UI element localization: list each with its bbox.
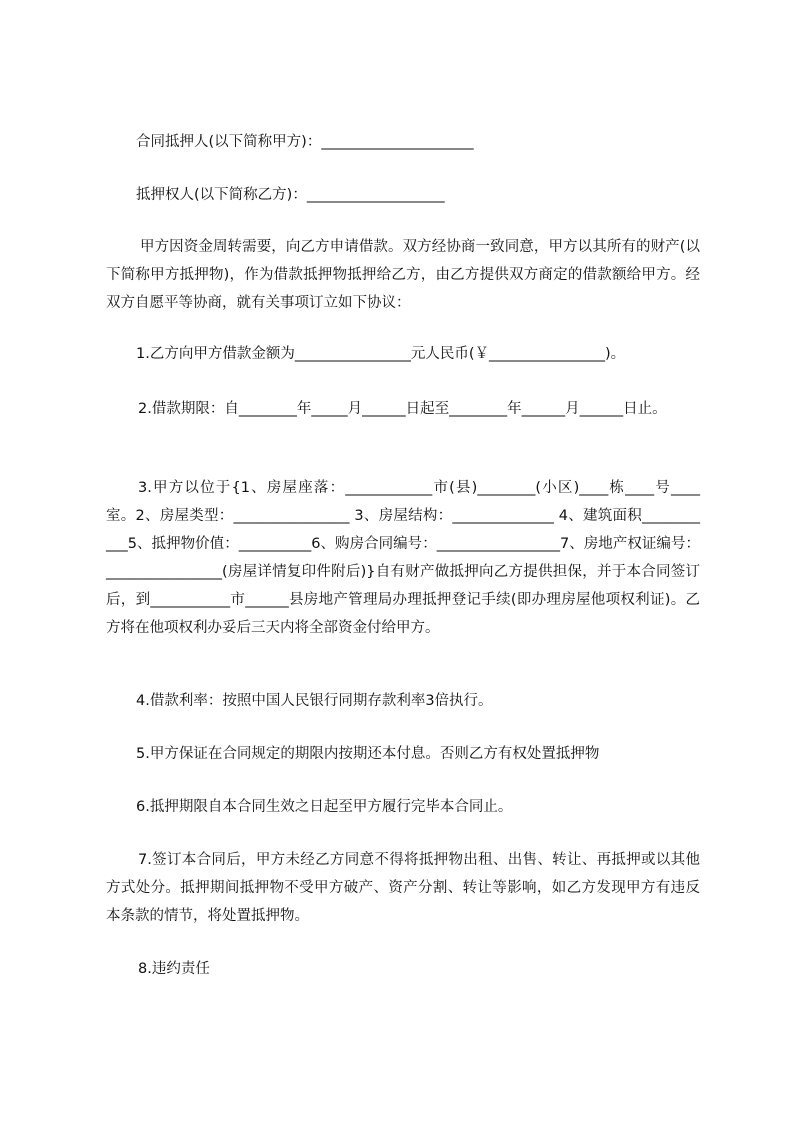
- clause-3: 3.甲方以位于{1、房屋座落：____________市(县)________(小区)____栋____号____室。2、房屋类型：________________ 3、房屋结构：______________ 4、建筑面积___________5、抵押物价值：__________6、购房合同编号：_________________7、房地产权证编号：________________(房屋详情复印件附后)}自有财产做抵押向乙方提供担保，并于本合同签订后，到___________市______县房地产管理局办理抵押登记手续(即办理房屋他项权利证)。乙方将在他项权利办妥后三天内将全部资金付给甲方。: [106, 480, 700, 636]
- clause-8: 8.违约责任: [138, 961, 210, 977]
- clause-7: 7.签订本合同后，甲方未经乙方同意不得将抵押物出租、出售、转让、再抵押或以其他方式处分。抵押期间抵押物不受甲方破产、资产分割、转让等影响，如乙方发现甲方有违反本条款的情节，将处置抵押物。: [106, 852, 700, 924]
- intro-paragraph: 甲方因资金周转需要，向乙方申请借款。双方经协商一致同意，甲方以其所有的财产(以下简称甲方抵押物)，作为借款抵押物抵押给乙方，由乙方提供双方商定的借款额给甲方。经双方自愿平等协商，就有关事项订立如下协议：: [106, 239, 700, 311]
- clause-2: 2.借款期限：自________年_____月______日起至________年______月______日止。: [138, 401, 667, 417]
- clause-4: 4.借款利率：按照中国人民银行同期存款利率3倍执行。: [136, 693, 493, 709]
- clause-6: 6.抵押期限自本合同生效之日起至甲方履行完毕本合同止。: [136, 799, 513, 815]
- mortgagee-line: 抵押权人(以下简称乙方)：___________________: [136, 187, 445, 203]
- mortgagor-line: 合同抵押人(以下简称甲方)：_____________________: [136, 134, 474, 150]
- clause-5: 5.甲方保证在合同规定的期限内按期还本付息。否则乙方有权处置抵押物: [136, 746, 600, 762]
- clause-1: 1.乙方向甲方借款金额为________________元人民币(￥________________)。: [136, 346, 626, 362]
